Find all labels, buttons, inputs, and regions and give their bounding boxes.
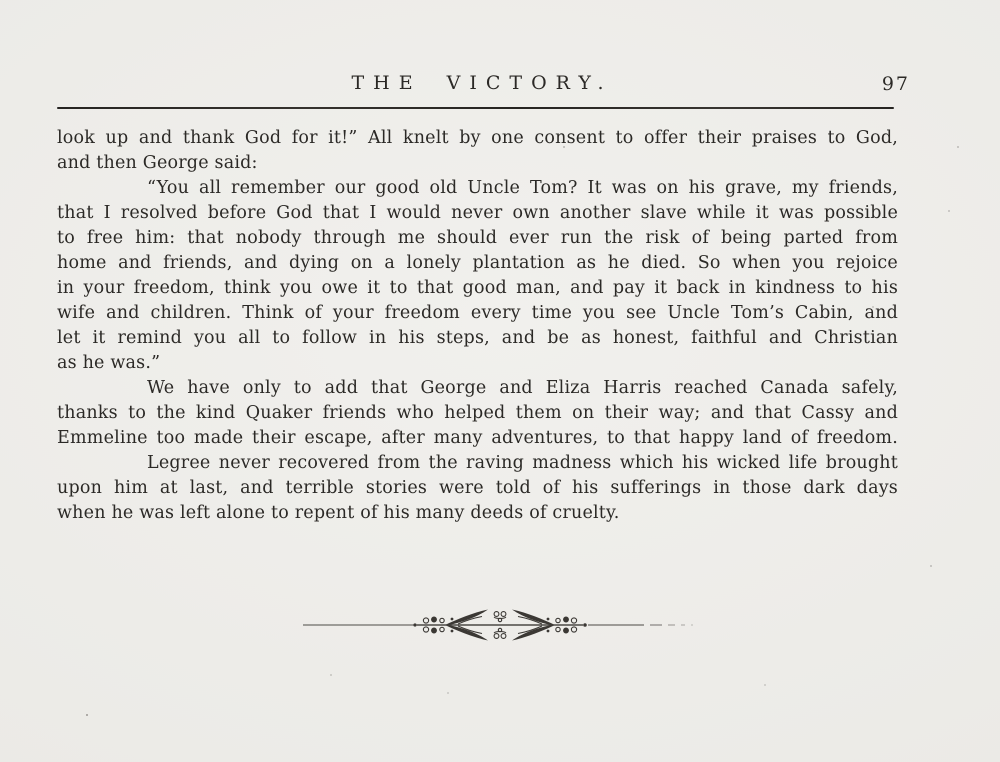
- text-line: “You all remember our good old Uncle Tom? It was on his grave, my friends,: [147, 178, 898, 198]
- text-line: wife and children. Think of your freedom every time you see Uncle Tom’s Cabin, and: [57, 303, 898, 323]
- text-line: to free him: that nobody through me should ever run the risk of being parted from: [57, 228, 898, 248]
- text-line: in your freedom, think you owe it to that good man, and pay it back in kindness to his: [57, 278, 898, 298]
- paragraph: [57, 126, 898, 176]
- text-line: and then George said:: [57, 153, 258, 173]
- page-number: 97: [881, 73, 910, 95]
- header-rule: [57, 107, 894, 109]
- paragraph: [57, 176, 898, 376]
- text-line: as he was.”: [57, 353, 161, 373]
- text-line: when he was left alone to repent of his many deeds of cruelty.: [57, 503, 620, 523]
- page-header: [57, 70, 910, 102]
- text-line: We have only to add that George and Eliza Harris reached Canada safely,: [147, 378, 898, 398]
- text-line: upon him at last, and terrible stories were told of his sufferings in those dark days: [57, 478, 898, 498]
- text-line: that I resolved before God that I would never own another slave while it was possible: [57, 203, 898, 223]
- tailpiece-ornament: [300, 606, 700, 644]
- text-line: Emmeline too made their escape, after many adventures, to that happy land of freedom.: [57, 428, 898, 448]
- text-line: let it remind you all to follow in his steps, and be as honest, faithful and Christian: [57, 328, 898, 348]
- scan-specks: [0, 0, 2, 2]
- paragraph: [57, 451, 898, 526]
- text-line: Legree never recovered from the raving madness which his wicked life brought: [147, 453, 898, 473]
- text-line: look up and thank God for it!” All knelt by one consent to offer their praises to God,: [57, 128, 898, 148]
- floral-rule-icon: [300, 606, 700, 644]
- running-title: THE VICTORY.: [351, 72, 613, 94]
- body-text: [57, 126, 898, 526]
- text-line: home and friends, and dying on a lonely plantation as he died. So when you rejoice: [57, 253, 898, 273]
- paragraph: [57, 376, 898, 451]
- text-line: thanks to the kind Quaker friends who helped them on their way; and that Cassy and: [57, 403, 898, 423]
